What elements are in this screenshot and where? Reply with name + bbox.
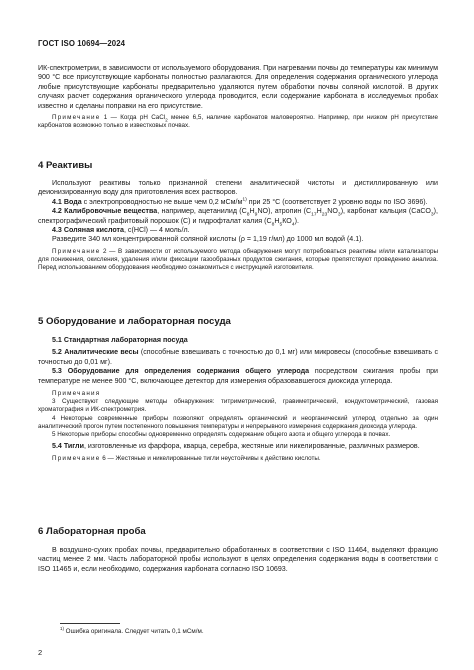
s6-paragraph: В воздушно-сухих пробах почвы, предварительно обработанных в соответствии с ISO 11464, выделяют фракцию частиц менее 2 мм. Часть лабораторной пробы используют в целях определения содержания воды в соответствии с ISO 11465 и, если необходимо, содержания карбоната согласно ISO 10693. [38,546,438,573]
item-5-3: 5.3 Оборудование для определения содержания общего углерода посредством сжигания пробы при температуре не менее 900 °С, включающее детектор для измерения образовавшегося диоксида углерода. [38,367,438,385]
item-4-1: 4.1 Вода с электропроводностью не выше чем 0,2 мСм/$м^{1)}$ при 25 °С (соответствует 2 уровню воды по ISO 3696). [52,197,428,206]
note-3: 3 Существуют следующие методы обнаружения: титриметрический, гравиметрический, кондуктометрический, газовая хроматография и ИК-спектрометрия. [38,398,438,414]
intro-block [38,64,438,130]
intro-paragraph: ИК-спектрометрии, в зависимости от используемого оборудования. При нагревании почвы до температуры как минимум 900 °С все присутствующие карбонаты полностью разлагаются. Для определения содержания органического углерода любые присутствующие карбонаты предварительно удаляются путем обработки почвы соляной кислотой. В других случаях расчет содержания органического углерода проводится, если содержание карбоната в исследуемых пробах известно и сделаны поправки на его присутствие. [38,64,438,110]
section-5-title: 5 Оборудование и лабораторная посуда [38,316,231,327]
standard-header: ГОСТ ISO 10694—2024 [38,39,126,48]
item-4-3-text: Разведите 340 мл концентрированной соляной кислоты (ρ = 1,19 г/мл) до 1000 мл водой (4.1). [52,235,364,244]
footnote: $^{1)}$ Ошибка оригинала. Следует читать 0,1 мСм/м. [60,625,204,635]
item-5-1: 5.1 Стандартная лабораторная посуда [52,336,188,344]
item-4-3: 4.3 Соляная кислота, c(HCl) — 4 моль/л. [52,226,190,235]
item-4-2: 4.2 Калибровочные вещества, например, ацетанилид $(С_8Н_9NO)$, атропин $(С_{17}Н_{23}NO_3)$, карбонат кальция (СаСО$_3$), спектрографический графитовый порошок (С) и гидрофталат калия $(С_8Н_5КО_4)$. [38,207,438,228]
section-6-body [38,546,438,574]
page-number: 2 [38,648,43,657]
item-5-2: 5.2 Аналитические весы (способные взвешивать с точностью до 0,1 мг) или микровесы (способные взвешивать с точностью до 0,01 мг). [38,348,438,366]
section-4-title: 4 Реактивы [38,160,93,171]
notes-label: Примечания [52,390,101,398]
note-5: 5 Некоторые приборы способны одновременно определять содержание общего азота и общего углерода в почвах. [52,431,391,439]
section-5-body [38,336,438,463]
item-5-4: 5.4 Тигли, изготовленные из фарфора, кварца, серебра, жестяные или никелированные, различных размеров. [52,442,420,451]
s4-paragraph: Используют реактивы только признанной степени аналитической чистоты и дистиллированную или деионизированную воду для приготовления всех растворов. [38,179,438,197]
note-6: Примечание 6 — Жестяные и никелированные тигли неустойчивы к действию кислоты. [52,454,321,462]
footnote-rule [60,623,120,624]
section-6-title: 6 Лабораторная проба [38,526,146,537]
note-1: Примечание 1 — Когда рН CaCl$_2$ менее 6,5, наличие карбонатов маловероятно. Например, при низком рН присутствие карбонатов возможно только в известковых почвах. [38,114,439,130]
note-4: 4 Некоторые современные приборы позволяют определять органический и неорганический углерод отдельно за один аналитический прогон путем постепенного повышения температуры и непрерывного измерения содержания диоксида углерода. [38,414,438,430]
section-4-body [38,179,438,272]
note-2: Примечание 2 — В зависимости от используемого метода обнаружения могут потребоваться реактивы и/или катализаторы для понижения, окисления, удаления и/или фиксации газообразных продуктов сжигания, которые препятствуют проведению анализа. Перед использованием оборудования необходимо ознакомиться с инструкцией изготовителя. [38,247,438,272]
